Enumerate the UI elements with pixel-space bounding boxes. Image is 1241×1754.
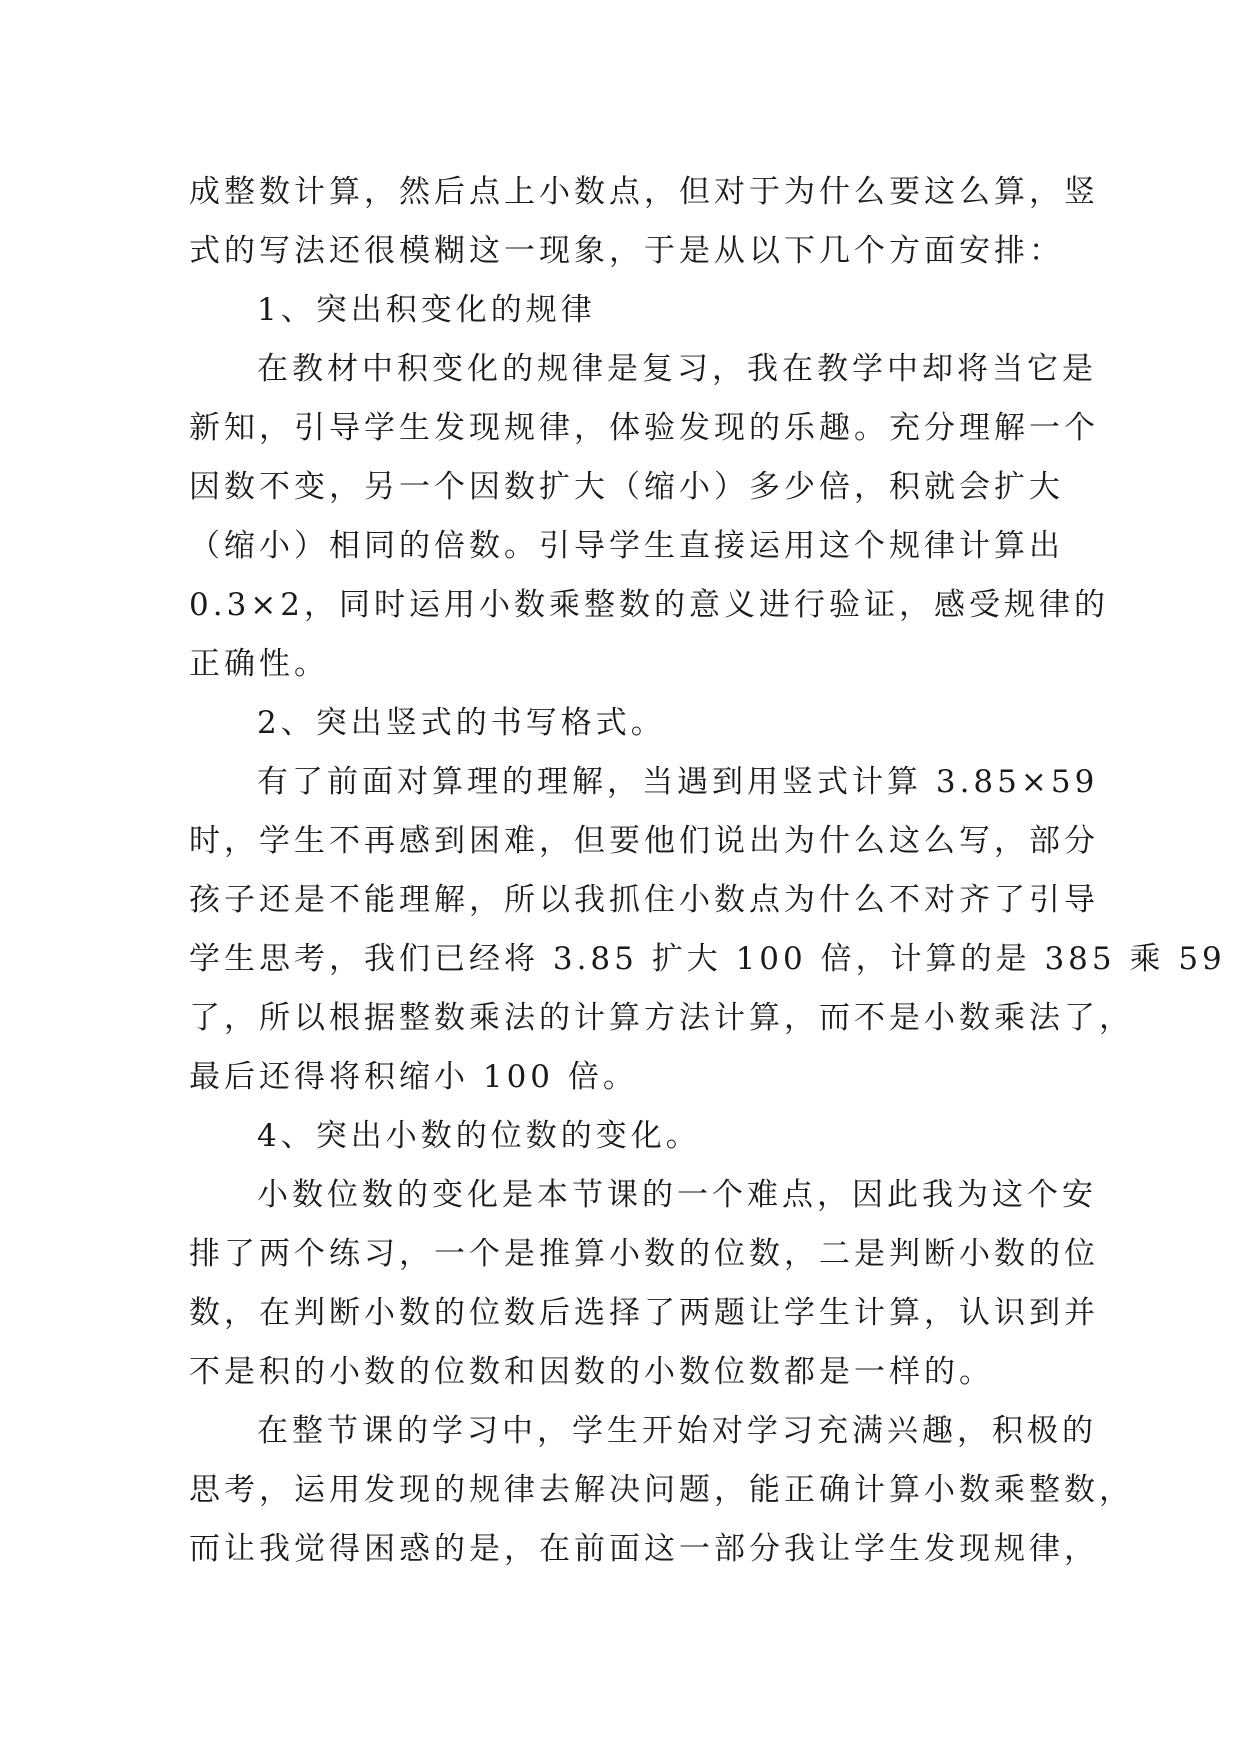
- text-line: 了，所以根据整数乘法的计算方法计算，而不是小数乘法了，: [189, 1000, 1134, 1036]
- text-line: 在整节课的学习中，学生开始对学习充满兴趣，积极的: [257, 1413, 1097, 1449]
- text-line: 孩子还是不能理解，所以我抓住小数点为什么不对齐了引导: [189, 882, 1099, 918]
- text-line: 因数不变，另一个因数扩大（缩小）多少倍，积就会扩大: [189, 469, 1064, 505]
- text-line: 排了两个练习，一个是推算小数的位数，二是判断小数的位: [189, 1236, 1099, 1272]
- text-line: 0.3×2，同时运用小数乘整数的意义进行验证，感受规律的: [189, 587, 1109, 623]
- body-text: [189, 163, 1226, 1579]
- text-line: 小数位数的变化是本节课的一个难点，因此我为这个安: [257, 1177, 1097, 1213]
- section-heading: 2、突出竖式的书写格式。: [257, 705, 666, 741]
- text-line: 在教材中积变化的规律是复习，我在教学中却将当它是: [257, 351, 1097, 387]
- text-line: 最后还得将积缩小 100 倍。: [189, 1059, 638, 1095]
- text-line: 思考，运用发现的规律去解决问题，能正确计算小数乘整数，: [189, 1472, 1134, 1508]
- text-line: 正确性。: [189, 646, 329, 682]
- text-line: 成整数计算，然后点上小数点，但对于为什么要这么算，竖: [189, 174, 1099, 210]
- text-line: 时，学生不再感到困难，但要他们说出为什么这么写，部分: [189, 823, 1099, 859]
- text-line: 而让我觉得困惑的是，在前面这一部分我让学生发现规律，: [189, 1531, 1099, 1567]
- text-line: 不是积的小数的位数和因数的小数位数都是一样的。: [189, 1354, 994, 1390]
- text-line: 有了前面对算理的理解，当遇到用竖式计算 3.85×59: [257, 764, 1099, 800]
- section-heading: 1、突出积变化的规律: [257, 292, 596, 328]
- section-heading: 4、突出小数的位数的变化。: [257, 1118, 701, 1154]
- text-line: 数，在判断小数的位数后选择了两题让学生计算，认识到并: [189, 1295, 1099, 1331]
- text-line: 新知，引导学生发现规律，体验发现的乐趣。充分理解一个: [189, 410, 1099, 446]
- text-line: 式的写法还很模糊这一现象，于是从以下几个方面安排：: [189, 233, 1064, 269]
- text-line: 学生思考，我们已经将 3.85 扩大 100 倍，计算的是 385 乘 59: [189, 941, 1226, 977]
- text-line: （缩小）相同的倍数。引导学生直接运用这个规律计算出: [189, 528, 1064, 564]
